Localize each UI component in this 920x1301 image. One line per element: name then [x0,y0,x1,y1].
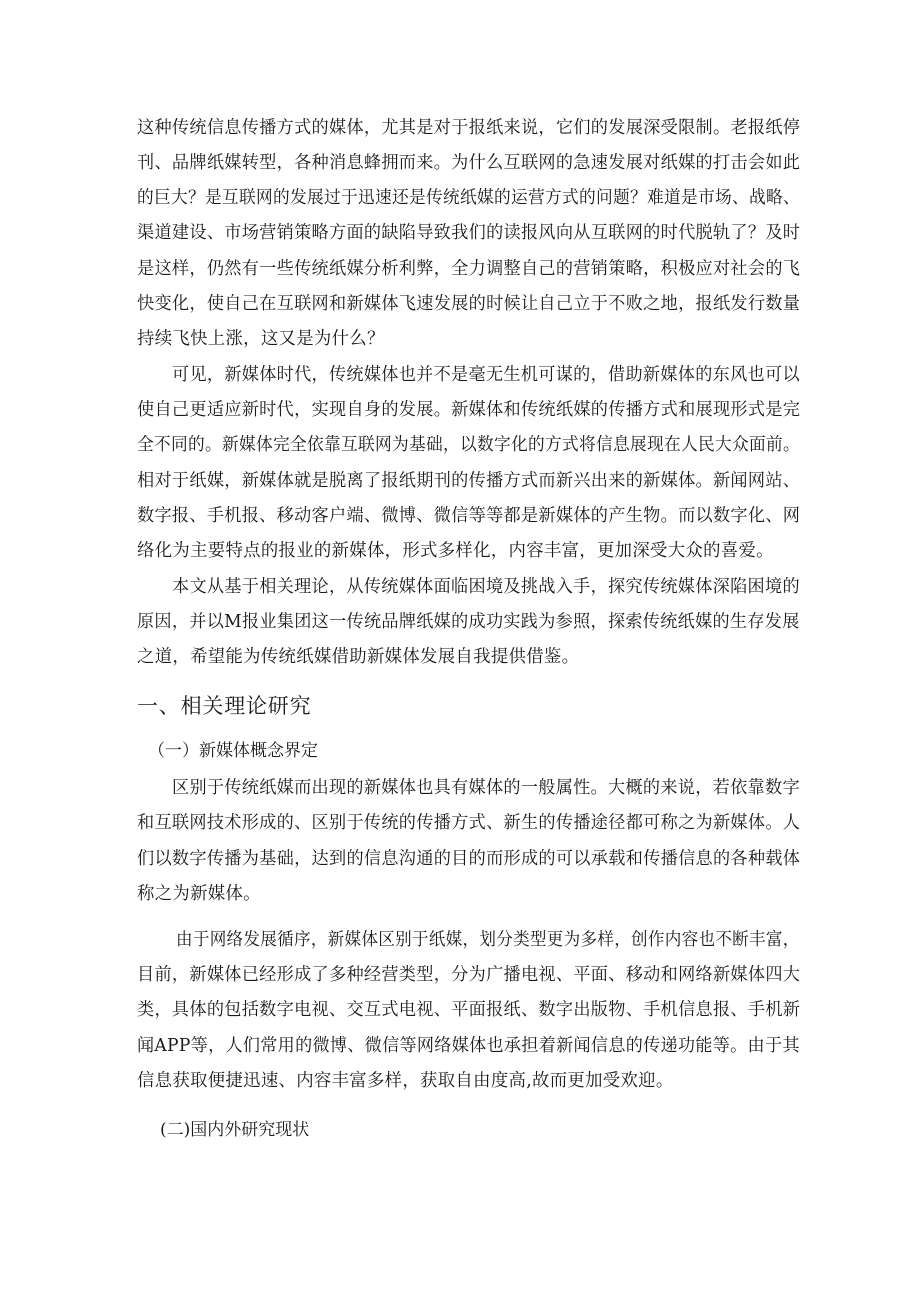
paragraph-line: 区别于传统纸媒而出现的新媒体也具有媒体的一般属性。大概的来说，若依靠数字 [172,778,800,798]
paragraph-line: 们以数字传播为基础，达到的信息沟通的目的而形成的可以承载和传播信息的各种载体 [137,849,801,869]
paragraph-line: 刊、品牌纸媒转型，各种消息蜂拥而来。为什么互联网的急速发展对纸媒的打击会如此 [137,153,801,173]
subsection-heading: （一）新媒体概念界定 [148,741,318,761]
paragraph-line: 使自己更适应新时代，实现自身的发展。新媒体和传统纸媒的传播方式和展现形式是完 [137,400,801,420]
paragraph-line: 数字报、手机报、移动客户端、微博、微信等等都是新媒体的产生物。而以数字化、网 [137,506,801,526]
paragraph-line: 目前，新媒体已经形成了多种经营类型，分为广播电视、平面、移动和网络新媒体四大 [137,965,801,985]
paragraph-line: 络化为主要特点的报业的新媒体，形式多样化，内容丰富，更加深受大众的喜爱。 [137,541,774,561]
paragraph-line: 全不同的。新媒体完全依靠互联网为基础，以数字化的方式将信息展现在人民大众面前。 [137,435,800,455]
paragraph-line: 类，具体的包括数字电视、交互式电视、平面报纸、数字出版物、手机信息报、手机新 [137,1000,801,1020]
paragraph-line: 之道，希望能为传统纸媒借助新媒体发展自我提供借鉴。 [137,647,580,667]
paragraph-line: 信息获取便捷迅速、内容丰富多样，获取自由度高,故而更加受欢迎。 [137,1071,674,1091]
paragraph-line: 称之为新媒体。 [137,884,261,904]
paragraph-line: 原因，并以M报业集团这一传统品牌纸媒的成功实践为参照，探索传统纸媒的生存发展 [137,612,800,632]
paragraph-line: 渠道建设、市场营销策略方面的缺陷导致我们的读报风向从互联网的时代脱轨了？及时 [137,223,801,243]
paragraph-line: 本文从基于相关理论，从传统媒体面临困境及挑战入手，探究传统媒体深陷困境的 [172,577,800,597]
paragraph-line: 和互联网技术形成的、区别于传统的传播方式、新生的传播途径都可称之为新媒体。人 [137,813,801,833]
paragraph-line: 可见，新媒体时代，传统媒体也并不是毫无生机可谋的，借助新媒体的东风也可以 [172,365,800,385]
paragraph-line: 快变化，使自己在互联网和新媒体飞速发展的时候让自己立于不败之地，报纸发行数量 [137,294,801,314]
paragraph-line: 相对于纸媒，新媒体就是脱离了报纸期刊的传播方式而新兴出来的新媒体。新闻网站、 [137,471,801,491]
paragraph-line: 闻APP等，人们常用的微博、微信等网络媒体也承担着新闻信息的传递功能等。由于其 [137,1036,800,1056]
paragraph-line: 的巨大？是互联网的发展过于迅速还是传统纸媒的运营方式的问题？难道是市场、战略、 [137,188,800,208]
paragraph-line: 是这样，仍然有一些传统纸媒分析利弊，全力调整自己的营销策略，积极应对社会的飞 [137,259,801,279]
paragraph-line: 由于网络发展循序，新媒体区别于纸媒，划分类型更为多样，创作内容也不断丰富， [176,930,800,950]
section-heading: 一、相关理论研究 [137,694,312,718]
paragraph-line: 持续飞快上涨，这又是为什么？ [137,329,385,349]
subsection-heading: (二)国内外研究现状 [160,1120,310,1140]
paragraph-line: 这种传统信息传播方式的媒体，尤其是对于报纸来说，它们的发展深受限制。老报纸停 [137,118,801,138]
